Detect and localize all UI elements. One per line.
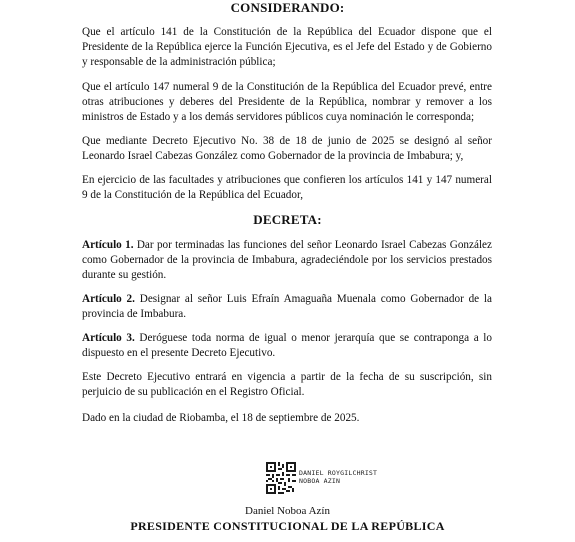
considerando-heading: CONSIDERANDO: xyxy=(230,0,345,15)
decreta-heading: DECRETA: xyxy=(253,212,322,227)
article-1 xyxy=(82,238,492,284)
vigencia-paragraph: Este Decreto Ejecutivo entrará en vigencia a partir de la fecha de su suscripción, sin perjuicio de su publicación en el Registro Oficial. xyxy=(82,371,492,399)
electronic-signature-stamp xyxy=(299,469,377,485)
considerando-paragraph-1: Que el artículo 141 de la Constitución de la República del Ecuador dispone que el Presidente de la República ejerce la Función Ejecutiva, es el Jefe del Estado y de Gobierno y responsable de la administración pública; xyxy=(82,26,492,69)
signature-stamp-line-1: DANIEL ROYGILCHRIST xyxy=(299,469,378,477)
article-1-text: Dar por terminadas las funciones del señor Leonardo Israel Cabezas González como Gobernador de la provincia de Imbabura, agradeciéndole por los servicios prestados durante su gestión. xyxy=(82,239,492,282)
article-2 xyxy=(82,292,492,322)
dado-paragraph: Dado en la ciudad de Riobamba, el 18 de septiembre de 2025. xyxy=(82,412,360,424)
article-3 xyxy=(82,331,492,361)
considerando-paragraph-2: Que el artículo 147 numeral 9 de la Constitución de la República del Ecuador prevé, entre otras atribuciones y deberes del Presidente de la República, nombrar y remover a los ministros de Estado y a los demás servidores públicos cuya nominación le corresponda; xyxy=(82,81,492,124)
article-3-label: Artículo 3. xyxy=(82,332,135,344)
signer-title: PRESIDENTE CONSTITUCIONAL DE LA REPÚBLICA xyxy=(130,519,445,533)
article-2-label: Artículo 2. xyxy=(82,293,135,305)
article-3-text: Deróguese toda norma de igual o menor jerarquía que se contraponga a lo dispuesto en el presente Decreto Ejecutivo. xyxy=(82,332,492,360)
article-2-text: Designar al señor Luis Efraín Amaguaña Muenala como Gobernador de la provincia de Imbabura. xyxy=(82,293,492,321)
signer-name: Daniel Noboa Azín xyxy=(245,505,330,517)
signature-qr-code-icon xyxy=(266,462,296,494)
considerando-paragraph-3: Que mediante Decreto Ejecutivo No. 38 de 18 de junio de 2025 se designó al señor Leonardo Israel Cabezas González como Gobernador de la provincia de Imbabura; y, xyxy=(82,135,492,163)
considerando-paragraph-4: En ejercicio de las facultades y atribuciones que confieren los artículos 141 y 147 numeral 9 de la Constitución de la República del Ecuador, xyxy=(82,174,492,202)
article-1-label: Artículo 1. xyxy=(82,239,134,251)
signature-stamp-line-2: NOBOA AZIN xyxy=(299,477,341,485)
